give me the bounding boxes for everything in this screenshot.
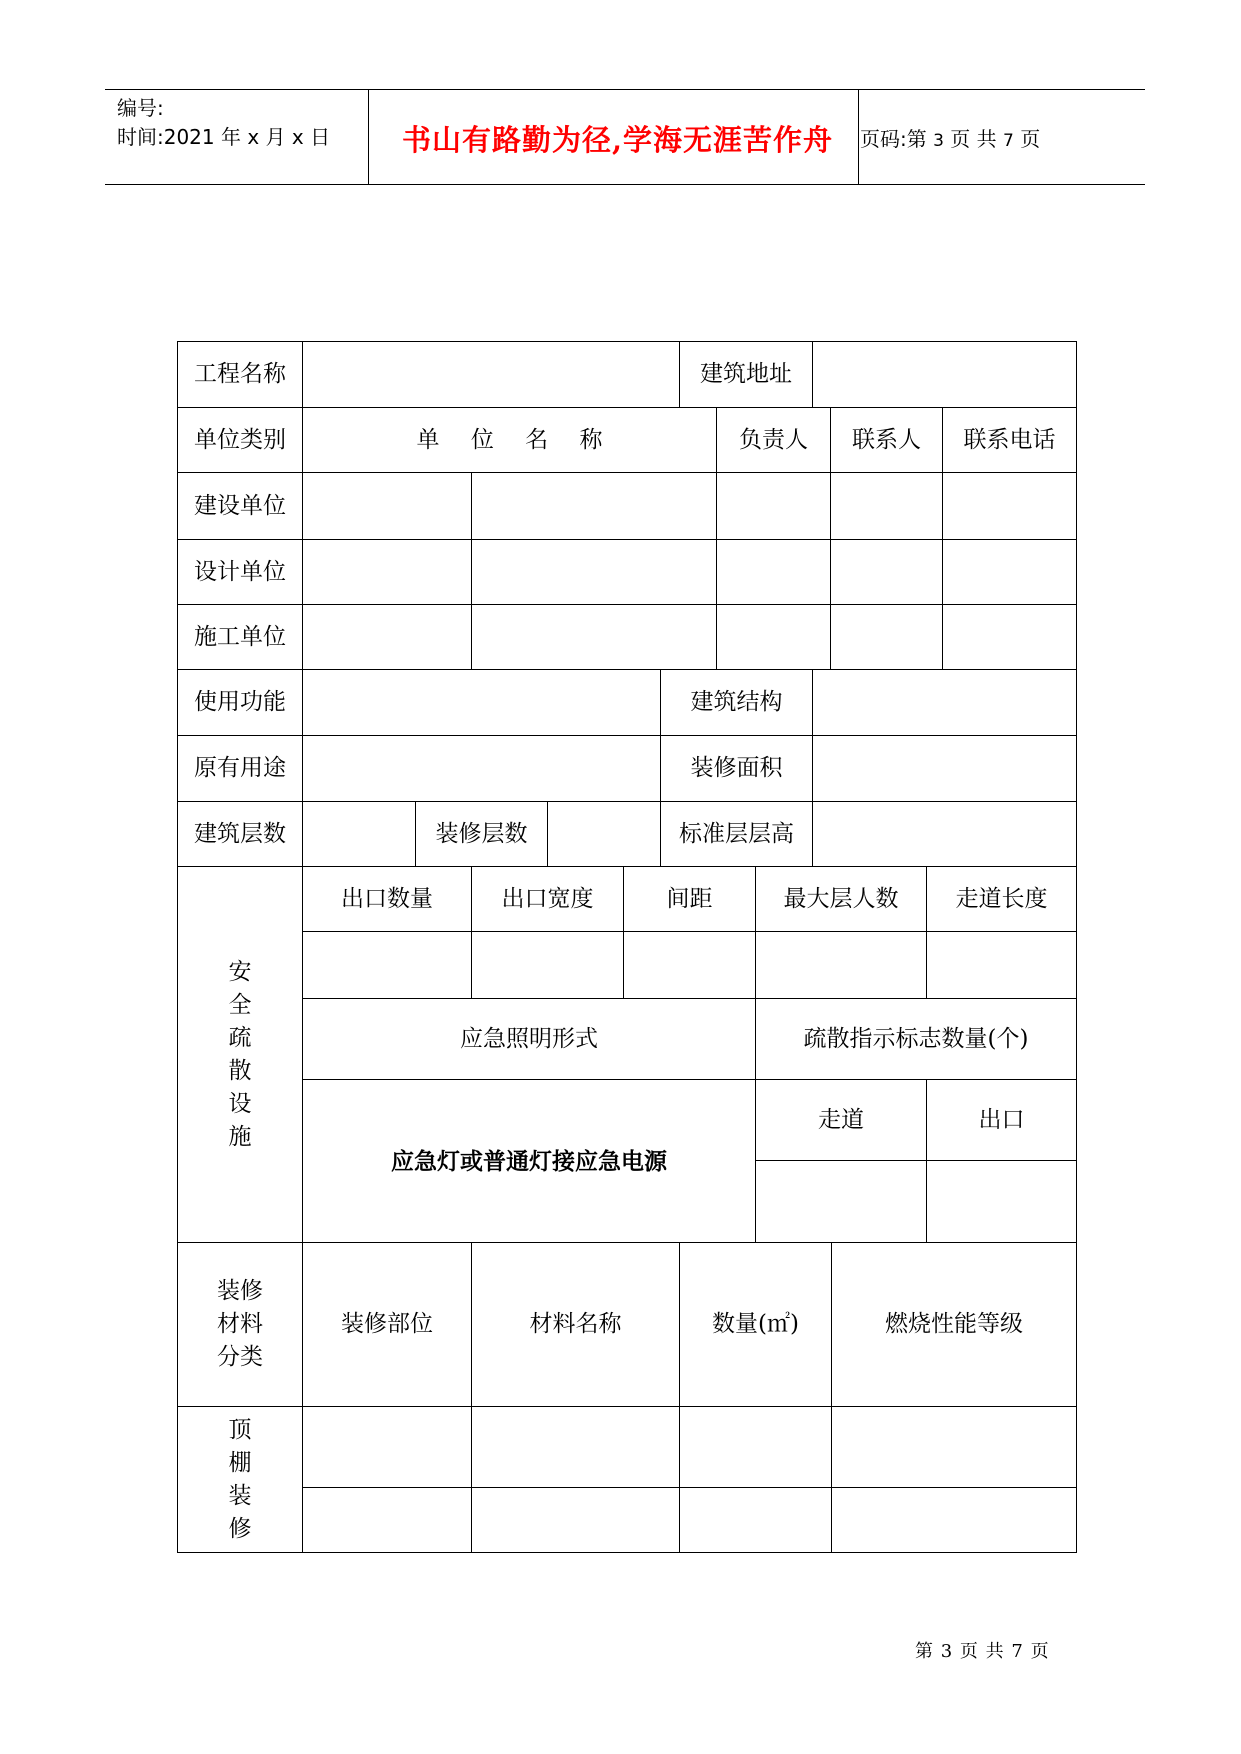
ceiling-char: 装 <box>228 1482 252 1509</box>
unit-name-label: 单 位 名 称 <box>416 426 615 453</box>
ceiling-label <box>178 1407 302 1552</box>
material-class-line: 材料 <box>217 1311 263 1337</box>
footer-prefix: 第 <box>915 1641 934 1662</box>
evacuation-char: 设 <box>228 1090 252 1117</box>
project-name-field[interactable] <box>303 342 679 407</box>
corridor-label: 走道 <box>818 1106 864 1133</box>
person-in-charge-label: 负责人 <box>739 426 808 453</box>
function-label: 使用功能 <box>194 689 286 715</box>
floors-label: 建筑层数 <box>194 820 286 847</box>
project-name-label: 工程名称 <box>194 361 286 387</box>
table-line <box>547 801 548 866</box>
table-line <box>177 669 1077 670</box>
table-line <box>177 1552 1077 1553</box>
exit-label: 出口 <box>978 1106 1025 1133</box>
original-use-label: 原有用途 <box>194 755 286 781</box>
evacuation-section-label <box>178 867 302 1242</box>
evacuation-char: 散 <box>228 1057 252 1084</box>
phone-label: 联系电话 <box>963 426 1056 453</box>
standard-floor-height-label: 标准层层高 <box>679 820 794 847</box>
unit-type-label: 单位类别 <box>194 426 286 453</box>
table-line <box>812 669 813 866</box>
structure-label: 建筑结构 <box>690 689 783 715</box>
table-line <box>302 1487 1077 1488</box>
time-label: 时间:2021 年 x 月 x 日 <box>117 125 331 149</box>
material-name-label: 材料名称 <box>529 1311 622 1337</box>
building-address-field[interactable] <box>813 342 1076 407</box>
page-total: 7 <box>1003 131 1014 151</box>
ceiling-char: 棚 <box>228 1449 252 1476</box>
table-line <box>302 931 1077 932</box>
table-line <box>1076 341 1077 1553</box>
material-class-line: 分类 <box>217 1344 263 1370</box>
decoration-area-label: 装修面积 <box>690 755 783 781</box>
ceiling-char: 顶 <box>228 1416 252 1443</box>
serial-label: 编号: <box>117 96 164 120</box>
footer-page-total: 7 <box>1011 1641 1024 1662</box>
emergency-lighting-label: 应急照明形式 <box>460 1025 598 1052</box>
quantity-label: 数量(㎡) <box>712 1311 799 1337</box>
contact-label: 联系人 <box>852 426 921 453</box>
footer-middle: 页 共 <box>959 1641 1005 1662</box>
corridor-length-label: 走道长度 <box>955 885 1048 912</box>
page-footer <box>915 1637 1050 1663</box>
evacuation-char: 施 <box>228 1123 252 1150</box>
exit-width-label: 出口宽度 <box>501 885 594 912</box>
table-line <box>471 472 472 669</box>
page-number: 3 <box>933 131 944 151</box>
table-line <box>755 1160 1077 1161</box>
footer-page-number: 3 <box>940 1641 954 1662</box>
table-line <box>177 735 1077 736</box>
page-middle: 页 共 <box>950 127 997 151</box>
ceiling-char: 修 <box>228 1515 252 1542</box>
design-unit-label: 设计单位 <box>194 558 286 585</box>
page-suffix: 页 <box>1020 127 1041 151</box>
footer-suffix: 页 <box>1030 1641 1050 1662</box>
emergency-lighting-value: 应急灯或普通灯接应急电源 <box>391 1147 667 1175</box>
builder-unit-label: 施工单位 <box>194 623 286 650</box>
material-class-label <box>178 1243 302 1406</box>
construction-unit-label: 建设单位 <box>194 492 286 519</box>
material-class-line: 装修 <box>217 1278 263 1304</box>
evacuation-char: 全 <box>228 991 252 1018</box>
building-address-label: 建筑地址 <box>700 361 792 387</box>
table-line <box>177 1406 1077 1407</box>
evacuation-char: 安 <box>228 958 252 985</box>
spacing-label: 间距 <box>666 885 713 912</box>
page-prefix: 页码:第 <box>860 127 927 151</box>
evacuation-char: 疏 <box>228 1024 252 1051</box>
sign-count-label: 疏散指示标志数量(个) <box>803 1025 1029 1052</box>
header-motto: 书山有路勤为径,学海无涯苦作舟 <box>401 123 834 157</box>
max-floor-people-label: 最大层人数 <box>783 885 899 912</box>
decoration-floors-label: 装修层数 <box>435 820 528 847</box>
fire-rating-label: 燃烧性能等级 <box>885 1311 1023 1337</box>
exit-count-label: 出口数量 <box>341 885 433 912</box>
decoration-part-label: 装修部位 <box>341 1311 433 1337</box>
table-line <box>177 801 1077 802</box>
